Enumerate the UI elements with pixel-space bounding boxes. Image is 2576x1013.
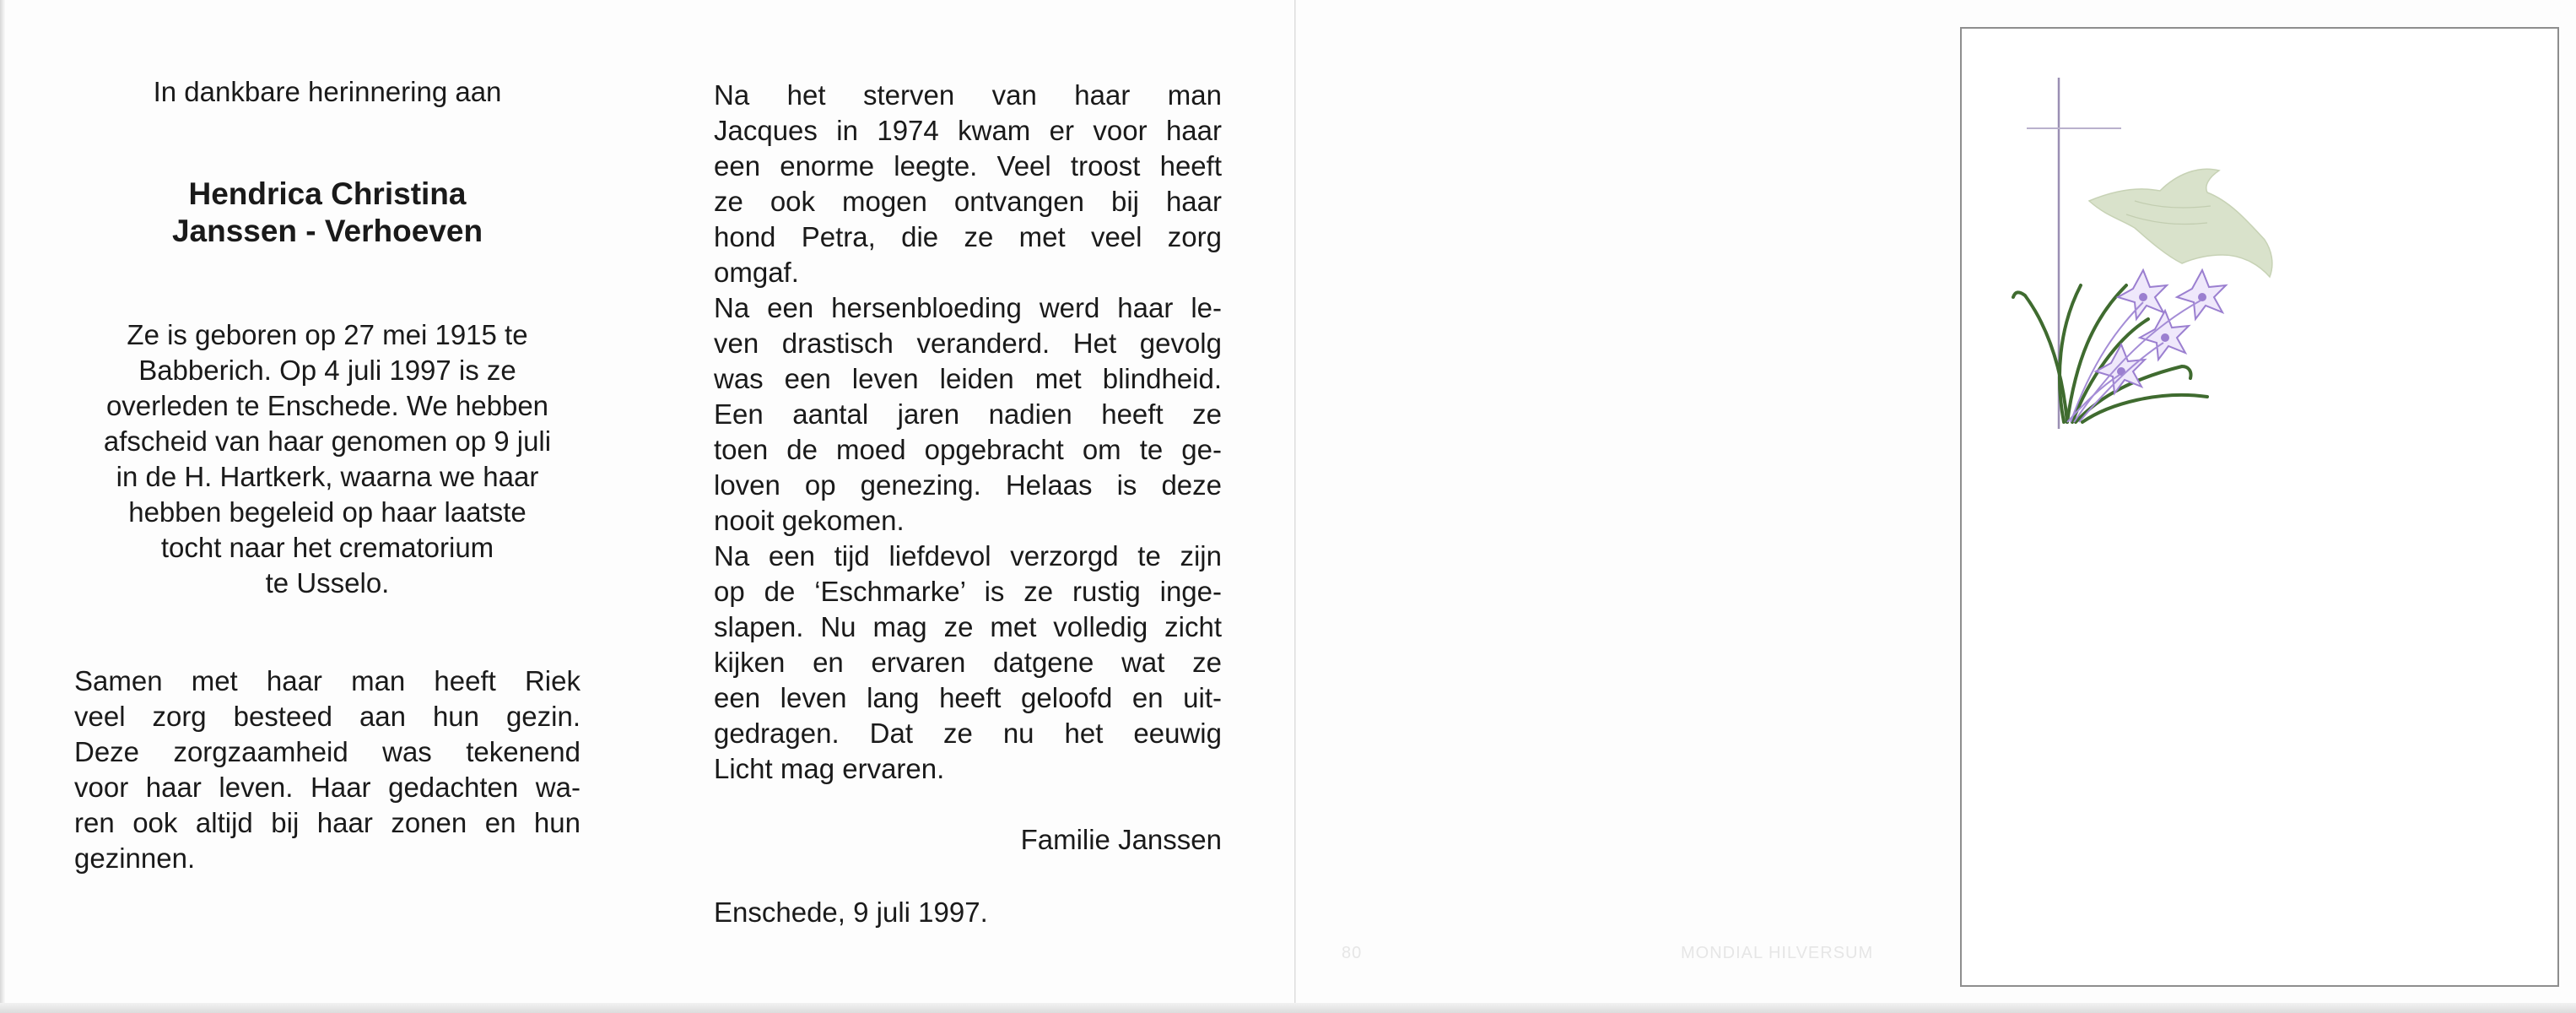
text-line: hond Petra, die ze met veel zorg: [714, 221, 1222, 252]
place-and-date: Enschede, 9 juli 1997.: [714, 897, 988, 928]
text-line: nooit gekomen.: [714, 505, 905, 536]
card-left-edge: [0, 0, 5, 1013]
bio-line: overleden te Enschede. We hebben: [105, 390, 549, 421]
text-line: loven op genezing. Helaas is deze: [714, 469, 1222, 501]
bio-line: in de H. Hartkerk, waarna we haar: [116, 461, 539, 492]
flower-icon: [2096, 270, 2226, 393]
name-line-1: Hendrica Christina: [188, 176, 467, 211]
text-line: een enorme leegte. Veel troost heeft: [714, 150, 1222, 181]
text-line: Na een tijd liefdevol verzorgd te zijn: [714, 540, 1222, 572]
dove-icon: [2089, 169, 2272, 277]
back-cover-code: 80: [1342, 944, 1363, 962]
family-line: ren ook altijd bij haar zonen en hun: [74, 807, 581, 838]
family-line: Deze zorgzaamheid was tekenend: [74, 736, 581, 767]
card-bottom-edge: [0, 1003, 2576, 1013]
back-cover-printer: MONDIAL HILVERSUM: [1681, 944, 1874, 962]
family-line: gezinnen.: [74, 842, 196, 874]
text-line: Een aantal jaren nadien heeft ze: [714, 398, 1222, 430]
biography-text: [74, 317, 581, 601]
intro-text: In dankbare herinnering aan: [153, 76, 502, 107]
text-line: Licht mag ervaren.: [714, 753, 945, 784]
text-line: toen de moed opgebracht om te ge-: [714, 434, 1222, 465]
front-cover-illustration: [2008, 74, 2278, 437]
paragraph-illness: [714, 290, 1222, 539]
text-line: was een leven leiden met blindheid.: [714, 363, 1222, 394]
inside-left-column: [74, 74, 581, 876]
deceased-name: [74, 176, 581, 250]
cross-icon: [2027, 78, 2121, 429]
bio-line: Babberich. Op 4 juli 1997 is ze: [138, 355, 516, 386]
text-line: Na een hersenbloeding werd haar le-: [714, 292, 1222, 323]
text-line: slapen. Nu mag ze met volledig zicht: [714, 611, 1222, 642]
family-line: veel zorg besteed aan hun gezin.: [74, 701, 581, 732]
text-line: gedragen. Dat ze nu het eeuwig: [714, 718, 1222, 749]
text-line: ven drastisch veranderd. Het gevolg: [714, 328, 1222, 359]
name-line-2: Janssen - Verhoeven: [171, 214, 483, 248]
text-line: ze ook mogen ontvangen bij haar: [714, 186, 1222, 217]
bio-line: hebben begeleid op haar laatste: [128, 496, 527, 528]
inside-middle-column: [714, 78, 1222, 930]
family-paragraph: [74, 664, 581, 876]
text-line: een leven lang heeft geloofd en uit-: [714, 682, 1222, 713]
text-line: kijken en ervaren datgene wat ze: [714, 647, 1222, 678]
bio-line: te Usselo.: [265, 567, 390, 599]
paragraph-rest: [714, 539, 1222, 787]
family-line: Samen met haar man heeft Riek: [74, 665, 581, 696]
bio-line: afscheid van haar genomen op 9 juli: [103, 425, 552, 457]
bio-line: Ze is geboren op 27 mei 1915 te: [127, 319, 528, 350]
text-line: Jacques in 1974 kwam er voor haar: [714, 115, 1222, 146]
family-line: voor haar leven. Haar gedachten wa-: [74, 772, 581, 803]
paragraph-widow: [714, 78, 1222, 290]
text-line: op de ‘Eschmarke’ is ze rustig inge-: [714, 576, 1222, 607]
card-fold-line: [1294, 0, 1296, 1013]
family-signature: Familie Janssen: [1020, 824, 1222, 855]
text-line: omgaf.: [714, 257, 799, 288]
text-line: Na het sterven van haar man: [714, 79, 1222, 111]
bio-line: tocht naar het crematorium: [160, 532, 494, 563]
leaves: [2013, 285, 2207, 422]
